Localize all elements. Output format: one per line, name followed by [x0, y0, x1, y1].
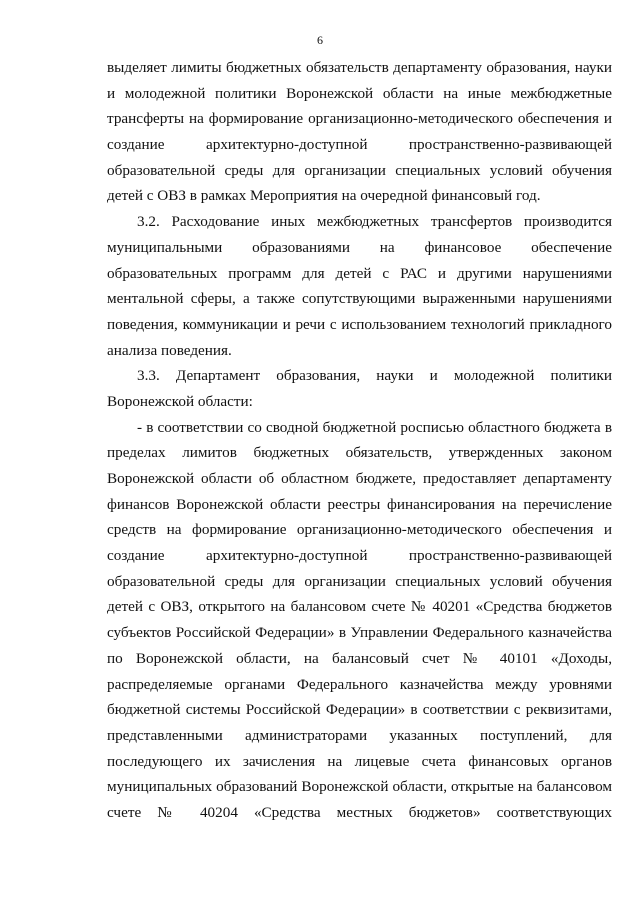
text-line: последующего их зачисления на лицевые счета финансовых органов	[107, 752, 612, 770]
text-line: финансов Воронежской области реестры финансирования на перечисление	[107, 495, 612, 513]
text-line: выделяет лимиты бюджетных обязательств департаменту образования, науки	[107, 59, 612, 76]
page-number: 6	[317, 33, 323, 47]
text-line: детей с ОВЗ в рамках Мероприятия на очередной финансовый год.	[107, 187, 541, 205]
text-line: создание архитектурно-доступной пространственно-развивающей	[107, 136, 612, 154]
text-line: образовательных программ для детей с РАС и другими нарушениями	[107, 264, 612, 282]
text-line: ментальной сферы, а также сопутствующими выраженными нарушениями	[107, 290, 612, 308]
text-line: распределяемые органами Федерального казначейства между уровнями	[107, 675, 612, 693]
text-line: создание архитектурно-доступной пространственно-развивающей	[107, 547, 612, 565]
text-line: представленными администраторами указанных поступлений, для	[107, 726, 612, 744]
text-line: субъектов Российской Федерации» в Управлении Федерального казначейства	[107, 624, 612, 642]
text-line: Воронежской области:	[107, 392, 253, 410]
text-line: средств на формирование организационно-методического обеспечения и	[107, 521, 612, 539]
text-line: счете № 40204 «Средства местных бюджетов» соответствующих	[107, 803, 612, 821]
paragraph-3-3-start: 3.3. Департамент образования, науки и молодежной политики	[137, 367, 612, 385]
text-line: муниципальными образованиями на финансовое обеспечение	[107, 238, 612, 256]
text-line: трансферты на формирование организационно-методического обеспечения и	[107, 110, 612, 128]
text-line: поведения, коммуникации и речи с использованием технологий прикладного	[107, 315, 612, 333]
document-body	[107, 55, 612, 826]
paragraph-3-2-start: 3.2. Расходование иных межбюджетных трансфертов производится	[137, 213, 612, 231]
text-line: детей с ОВЗ, открытого на балансовом счете № 40201 «Средства бюджетов	[107, 598, 612, 616]
text-line: пределах лимитов бюджетных обязательств, утвержденных законом	[107, 444, 612, 462]
text-line: образовательной среды для организации специальных условий обучения	[107, 161, 612, 179]
text-line: по Воронежской области, на балансовый счет № 40101 «Доходы,	[107, 649, 612, 667]
text-line: анализа поведения.	[107, 341, 232, 359]
text-line: Воронежской области об областном бюджете, предоставляет департаменту	[107, 470, 612, 487]
text-line: образовательной среды для организации специальных условий обучения	[107, 572, 612, 590]
text-line: и молодежной политики Воронежской области на иные межбюджетные	[107, 84, 612, 102]
list-item-start: - в соответствии со сводной бюджетной росписью областного бюджета в	[137, 418, 612, 436]
text-line: муниципальных образований Воронежской области, открытые на балансовом	[107, 778, 612, 796]
text-line: бюджетной системы Российской Федерации» в соответствии с реквизитами,	[107, 701, 612, 719]
